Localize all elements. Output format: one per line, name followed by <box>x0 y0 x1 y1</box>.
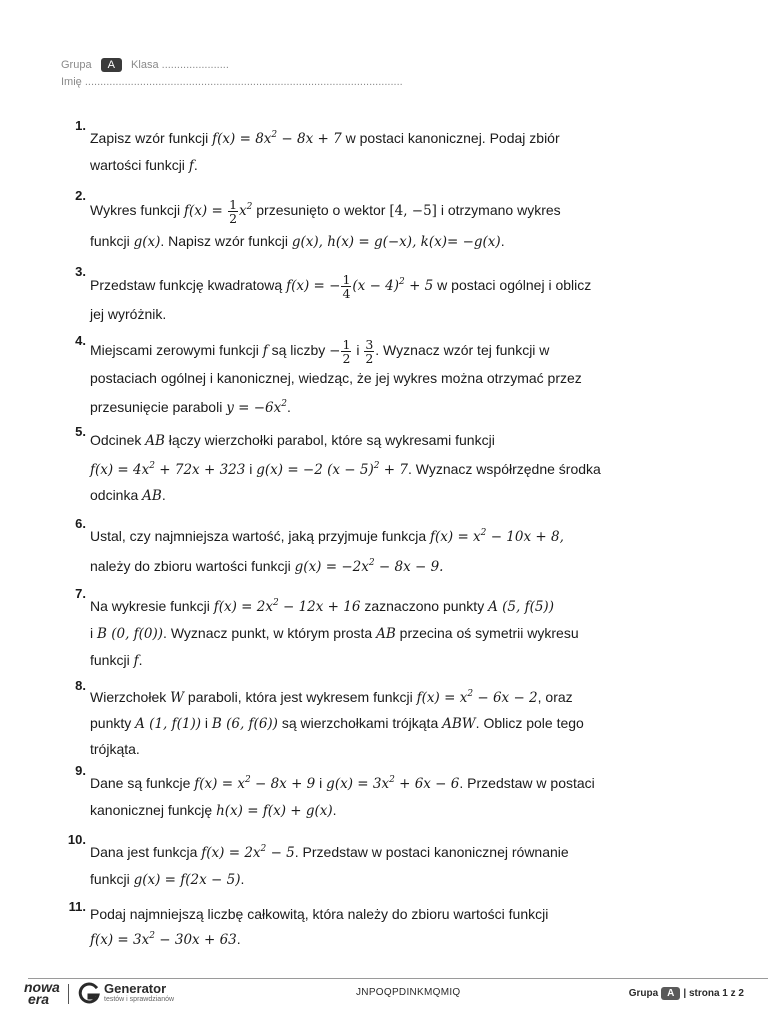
text: paraboli, która jest wykresem funkcji <box>184 689 417 705</box>
formula: g(x) = f(2x − 5) <box>133 872 241 888</box>
name-label: Imię <box>61 76 82 88</box>
text: . <box>240 871 245 887</box>
task-text <box>90 268 610 328</box>
generator-title: Generator <box>104 981 167 996</box>
denominator: 2 <box>365 350 374 366</box>
name-field: ........................................................................................................ <box>84 76 403 88</box>
formula: $f(x) = x^2 - 8x + 9$ <box>194 775 316 792</box>
formula: f(x) = <box>184 203 228 219</box>
generator-icon <box>78 982 100 1004</box>
header-name-row <box>61 76 403 88</box>
text: . <box>193 157 198 173</box>
text: Dane są funkcje <box>90 775 195 791</box>
formula: AB <box>145 433 165 449</box>
task-number: 8. <box>75 678 86 693</box>
text: i otrzymano wykres <box>436 202 561 218</box>
text: Podaj najmniejszą liczbę całkowitą, która należy do zbioru wartości funkcji <box>90 906 549 922</box>
text: Miejscami zerowymi funkcji <box>90 342 263 358</box>
task-number: 5. <box>75 424 86 439</box>
task-text <box>90 520 610 580</box>
task-number: 7. <box>75 586 86 601</box>
text: przecina oś symetrii wykresu <box>395 625 579 641</box>
text: . Oblicz pole tego <box>475 715 584 731</box>
exponent: 2 <box>480 528 487 538</box>
generator-subtitle: testów i sprawdzianów <box>104 996 175 1003</box>
group-label: Grupa <box>628 988 659 999</box>
text: Wykres funkcji <box>90 202 185 218</box>
fraction <box>364 338 374 365</box>
nowa-era-logo <box>24 981 60 1005</box>
exponent: 2 <box>244 775 251 785</box>
task-text <box>90 122 610 179</box>
task-number: 2. <box>75 188 86 203</box>
text: Na wykresie funkcji <box>90 598 214 614</box>
formula: $f(x) = 3x^2 - 30x + 63$ <box>90 931 237 948</box>
fraction <box>341 338 351 365</box>
fraction <box>341 273 351 300</box>
text: zaznaczono punkty <box>360 598 489 614</box>
text: i <box>201 715 212 731</box>
text: Wierzchołek <box>90 689 171 705</box>
formula: f <box>262 343 268 359</box>
exponent: 2 <box>399 277 405 287</box>
page-number: | strona 1 z 2 <box>683 988 744 999</box>
text: przesunięto o wektor <box>252 202 390 218</box>
text: są liczby <box>267 342 330 358</box>
task-number: 4. <box>75 333 86 348</box>
task-number: 9. <box>75 763 86 778</box>
text: . <box>332 802 337 818</box>
group-badge: A <box>661 987 680 1000</box>
formula: W <box>170 690 185 706</box>
text: w postaci ogólnej i oblicz <box>433 277 592 293</box>
exponent: 2 <box>149 461 155 471</box>
exponent: 2 <box>149 931 155 941</box>
text: funkcji <box>90 233 134 249</box>
exponent: 2 <box>389 775 395 785</box>
text: , oraz <box>537 689 573 705</box>
text: przesunięcie paraboli <box>90 398 227 415</box>
text: Dana jest funkcja <box>90 844 202 860</box>
text: odcinka <box>90 487 143 503</box>
text: . Napisz wzór funkcji <box>160 233 292 249</box>
text: Przedstaw funkcję kwadratową <box>90 277 287 293</box>
header-group-row <box>61 58 229 72</box>
task-number: 10. <box>67 832 86 847</box>
text: . Wyznacz punkt, w którym prosta <box>163 625 377 641</box>
numerator: 1 <box>342 336 351 352</box>
test-code: JNPOQPDINKMQMIQ <box>356 987 461 998</box>
task-text <box>90 192 610 257</box>
text: jej wyróżnik. <box>90 306 167 322</box>
formula: $f(x) = 2x^2 - 12x + 16$ <box>213 598 361 615</box>
text: . Wyznacz wzór tej funkcji w <box>375 342 550 358</box>
task-number: 11. <box>68 899 86 914</box>
page-info <box>629 987 744 1000</box>
task-number: 6. <box>75 516 86 531</box>
task-text <box>90 836 610 893</box>
text: i <box>352 342 364 358</box>
task-number: 1. <box>75 118 86 133</box>
formula: g(x) = −2 $(x - 5)^2 + 7$ <box>256 461 408 478</box>
text: funkcji <box>90 652 134 668</box>
text: i <box>315 775 327 791</box>
logo-text: nowa <box>24 979 60 995</box>
denominator: 2 <box>229 210 238 226</box>
text: należy do zbioru wartości funkcji <box>90 558 295 574</box>
text: . <box>500 233 505 249</box>
fraction <box>228 198 238 225</box>
formula: $y = -6x^2$ <box>226 398 287 416</box>
denominator: 4 <box>342 285 351 301</box>
footer-divider <box>28 978 768 979</box>
formula: g(x) <box>133 234 161 250</box>
formula: $(x - 4)^2 + 5$ <box>352 277 434 294</box>
text: w postaci kanonicznej. Podaj zbiór <box>341 130 560 146</box>
text: są wierzchołkami trójkąta <box>277 715 443 731</box>
text: Zapisz wzór funkcji <box>90 130 213 146</box>
group-label: Grupa <box>61 59 92 71</box>
text: kanonicznej funkcję <box>90 802 217 818</box>
task-text <box>90 337 610 421</box>
task-text <box>90 590 610 674</box>
text: i <box>90 625 97 641</box>
text: postaciach ogólnej i kanonicznej, wiedząc, że jej wykres można otrzymać przez <box>90 369 582 386</box>
text: i <box>245 461 257 477</box>
text: łączy wierzchołki parabol, które są wykresami funkcji <box>164 432 495 448</box>
formula: AB <box>376 626 396 642</box>
logo-separator <box>68 984 69 1004</box>
text: . Wyznacz współrzędne środka <box>407 461 601 477</box>
formula: $x^2$ <box>239 202 253 219</box>
task-number: 3. <box>75 264 86 279</box>
exponent: 2 <box>467 689 474 699</box>
formula: AB <box>142 488 162 504</box>
task-text <box>90 428 610 509</box>
exponent: 2 <box>272 598 279 608</box>
formula: g(x), h(x) = g(−x), k(x)= −g(x) <box>291 234 501 250</box>
exponent: 2 <box>281 398 287 409</box>
text: . <box>236 931 241 947</box>
text: . Przedstaw w postaci kanonicznej równanie <box>294 844 569 860</box>
exponent: 2 <box>246 202 253 212</box>
exponent: 2 <box>260 844 267 854</box>
task-text <box>90 682 610 762</box>
numerator: 3 <box>365 336 374 352</box>
formula: $f(x) = 4x^2 + 72x + 323$ <box>90 461 246 478</box>
class-field: ...................... <box>161 59 229 71</box>
class-label: Klasa <box>131 59 159 71</box>
numerator: 1 <box>342 271 351 287</box>
formula: ABW <box>442 716 476 732</box>
task-text <box>90 767 610 824</box>
formula: $g(x) = -2x^2 - 8x - 9$. <box>294 558 444 575</box>
exponent: 2 <box>373 461 380 471</box>
formula: A (1, f(1)) <box>135 716 202 732</box>
formula: B (6, f(6)) <box>211 716 278 732</box>
text: Ustal, czy najmniejsza wartość, jaką przyjmuje funkcja <box>90 528 431 544</box>
formula: $f(x) = x^2 - 6x - 2$ <box>416 689 538 706</box>
formula: f <box>133 653 139 669</box>
formula: $f(x) = x^2 - 10x + 8$, <box>430 528 564 545</box>
formula: f(x) = − <box>286 278 341 294</box>
text: . <box>161 487 166 503</box>
text: wartości funkcji <box>90 157 189 173</box>
exponent: 2 <box>271 130 278 140</box>
text: Odcinek <box>90 432 146 448</box>
task-text <box>90 903 610 951</box>
formula: f <box>188 158 194 174</box>
text: trójkąta. <box>90 741 140 757</box>
formula: $f(x) = 2x^2 - 5$ <box>201 844 295 861</box>
logo-text: era <box>28 991 50 1007</box>
text: punkty <box>90 715 136 731</box>
denominator: 2 <box>342 350 351 366</box>
formula: B (0, f(0)) <box>97 626 164 642</box>
numerator: 1 <box>229 196 238 212</box>
formula: A (5, f(5)) <box>488 599 554 615</box>
text: . <box>286 398 291 415</box>
formula: h(x) = f(x) + g(x) <box>216 803 333 819</box>
text: funkcji <box>90 871 134 887</box>
formula: $f(x) = 8x^2 - 8x + 7$ <box>212 130 342 147</box>
formula: [4, −5] <box>389 203 437 219</box>
formula: − <box>329 343 341 359</box>
text: . <box>138 652 143 668</box>
text: . Przedstaw w postaci <box>459 775 595 791</box>
group-badge: A <box>101 58 122 72</box>
formula: $g(x) = 3x^2 + 6x - 6$ <box>326 775 460 792</box>
exponent: 2 <box>368 558 375 568</box>
